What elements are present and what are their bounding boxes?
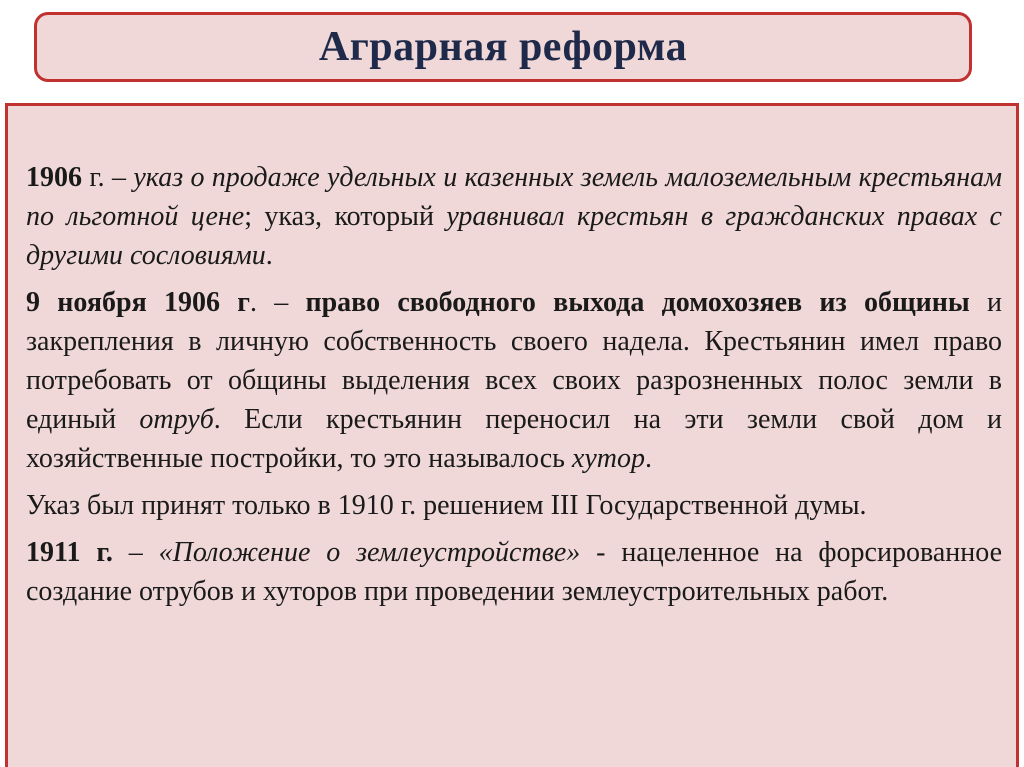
text-span: .	[644, 443, 652, 474]
text-span: . Если крестьянин переносил на эти земли свой дом и хозяйственные постройки, то это называлось	[26, 404, 1002, 474]
title-banner	[34, 12, 972, 82]
text-span: . –	[249, 287, 306, 318]
regulation-title: «Положение о землеустройстве»	[158, 537, 581, 568]
text-span: –	[112, 537, 159, 568]
text-span: ; указ, который	[244, 201, 447, 232]
date-nov-1906: 9 ноября 1906 г	[26, 287, 250, 318]
paragraph-nov-1906	[26, 283, 1002, 478]
page-title: Аграрная реформа	[318, 24, 688, 70]
text-span: г. –	[82, 162, 134, 193]
year-1906: 1906	[26, 162, 82, 193]
paragraph-1911-regulation	[26, 533, 1002, 611]
term-otrub: отруб	[139, 404, 214, 435]
text-span: и закрепления в личную собственность своего надела. Крестьянин имел право потребовать от общины выделения всех своих разрозненных полос земли в единый	[26, 287, 1002, 435]
paragraph-1906-decree	[26, 158, 1002, 275]
decree-land-sale: указ о продаже удельных и казенных земель малоземельным крестьянам по льготной цене	[26, 162, 1002, 232]
year-1911: 1911 г.	[26, 537, 113, 568]
text-span: - нацеленное на форсированное создание отрубов и хуторов при проведении землеустроительных работ.	[26, 537, 1002, 607]
text-span: .	[265, 240, 273, 271]
content-panel	[5, 103, 1019, 767]
decree-civil-rights: уравнивал крестьян в гражданских правах с другими сословиями	[26, 201, 1002, 271]
term-khutor: хутор	[571, 443, 645, 474]
paragraph-1910-adoption: Указ был принят только в 1910 г. решением III Государственной думы.	[26, 490, 867, 521]
right-of-exit: право свободного выхода домохозяев из общины	[305, 287, 970, 318]
